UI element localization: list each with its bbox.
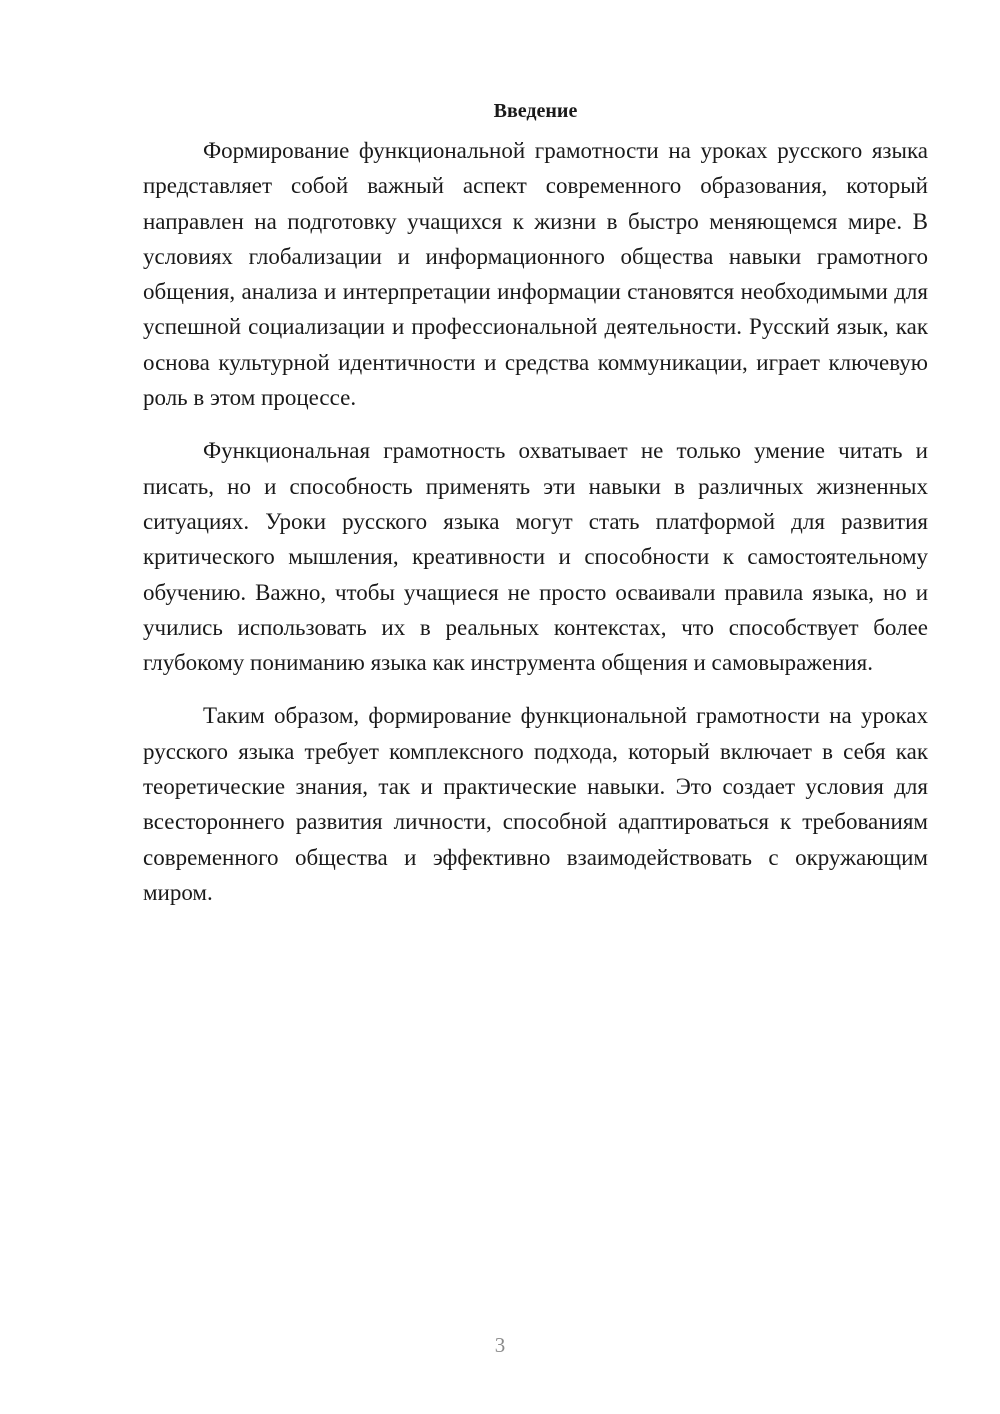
page-content: [143, 97, 928, 928]
paragraph-3: Таким образом, формирование функциональной грамотности на уроках русского языка требует комплексного подхода, который включает в себя как теоретические знания, так и практические навыки. Это создает условия для всестороннего развития личности, способной адаптироваться к требованиям современного общества и эффективно взаимодействовать с окружающим миром.: [143, 703, 928, 905]
section-heading: Введение: [493, 100, 578, 122]
paragraph-1: Формирование функциональной грамотности на уроках русского языка представляет собой важный аспект современного образования, который направлен на подготовку учащихся к жизни в быстро меняющемся мире. В условиях глобализации и информационного общества навыки грамотного общения, анализа и интерпретации информации становятся необходимыми для успешной социализации и профессиональной деятельности. Русский язык, как основа культурной идентичности и средства коммуникации, играет ключевую роль в этом процессе.: [143, 138, 928, 411]
page-number: 3: [494, 1333, 506, 1357]
paragraph-2: Функциональная грамотность охватывает не только умение читать и писать, но и способность применять эти навыки в различных жизненных ситуациях. Уроки русского языка могут стать платформой для развития критического мышления, креативности и способности к самостоятельному обучению. Важно, чтобы учащиеся не просто осваивали правила языка, но и учились использовать их в реальных контекстах, что способствует более глубокому пониманию языка как инструмента общения и самовыражения.: [143, 438, 928, 676]
